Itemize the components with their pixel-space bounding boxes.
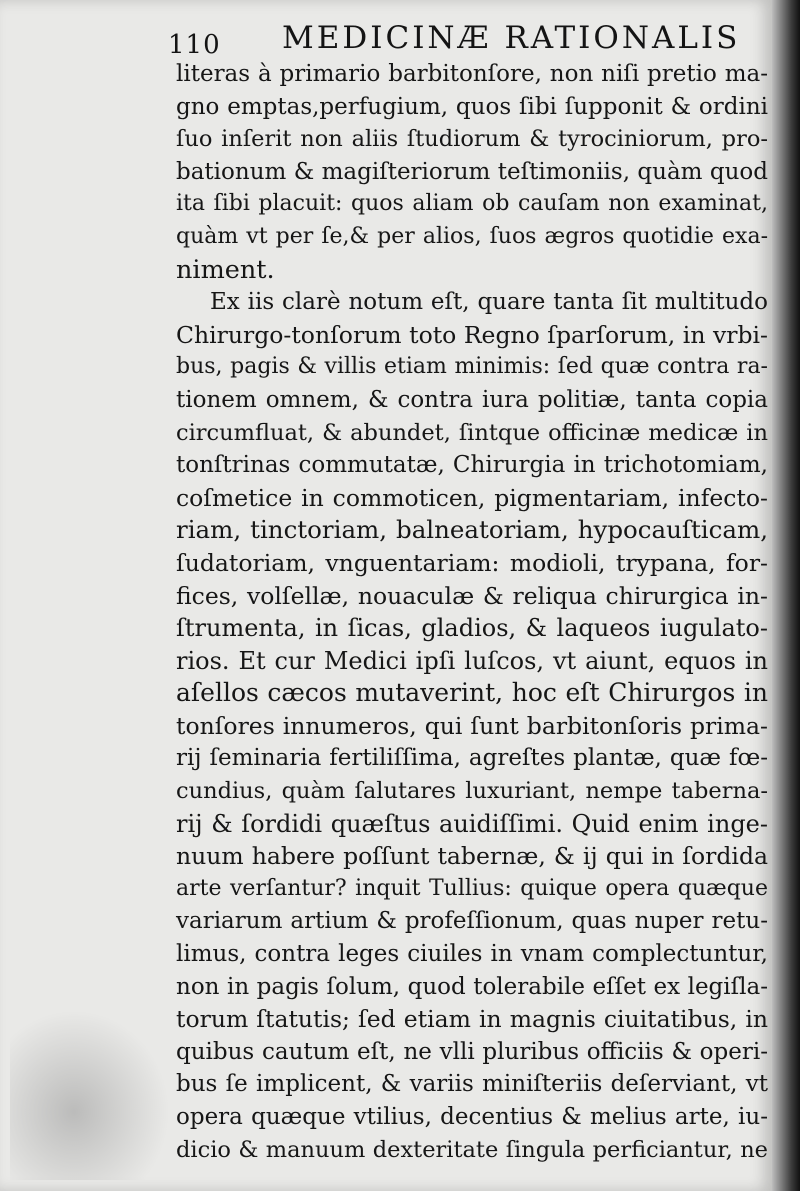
- page-header: [168, 18, 768, 62]
- text-line: tonſtrinas commutatæ, Chirurgia in trichotomiam,: [176, 452, 768, 479]
- text-line: aſellos cæcos mutaverint, hoc eſt Chirurgos in: [176, 678, 768, 708]
- text-line: arte verſantur? inquit Tullius: quique opera quæque: [176, 875, 768, 901]
- text-line: bationum & magiſteriorum teſtimoniis, quàm quod: [176, 158, 768, 185]
- page-number: 110: [168, 30, 221, 60]
- text-line: non in pagis ſolum, quod tolerabile eſſet ex legiſla-: [176, 973, 768, 1000]
- text-line: limus, contra leges ciuiles in vnam complectuntur,: [176, 941, 768, 968]
- paper-stain: [10, 1010, 170, 1180]
- text-line: ita ſibi placuit: quos aliam ob cauſam non examinat,: [176, 191, 768, 217]
- book-binding-shadow: [772, 0, 800, 1191]
- text-line: quibus cautum eſt, ne vlli pluribus officiis & operi-: [176, 1038, 768, 1065]
- text-line: nuum habere poſſunt tabernæ, & ij qui in ſordida: [176, 842, 768, 871]
- text-line: rios. Et cur Medici ipſi luſcos, vt aiunt, equos in: [176, 646, 768, 675]
- text-line: ſuo inſerit non aliis ſtudiorum & tyrociniorum, pro-: [176, 126, 768, 153]
- text-line: dicio & manuum dexteritate ſingula perficiantur, ne: [176, 1136, 768, 1163]
- text-line: ſtrumenta, in ſicas, gladios, & laqueos iugulato-: [176, 614, 768, 643]
- text-line: circumfluat, & abundet, ſintque officinæ medicæ in: [176, 419, 768, 446]
- text-line: bus, pagis & villis etiam minimis: ſed quæ contra ra-: [176, 354, 768, 380]
- text-line: variarum artium & profeſſionum, quas nuper retu-: [176, 908, 768, 935]
- paragraph-first-line: Ex iis clarè notum eſt, quare tanta ſit multitudo: [210, 289, 768, 316]
- text-line: tionem omnem, & contra iura politiæ, tanta copia: [176, 386, 768, 413]
- text-line: rij & ſordidi quæſtus auidiſſimi. Quid enim inge-: [176, 809, 768, 838]
- text-line: opera quæque vtilius, decentius & melius arte, iu-: [176, 1104, 768, 1130]
- text-line: fices, volſellæ, nouaculæ & reliqua chirurgica in-: [176, 581, 768, 610]
- text-line: cundius, quàm ſalutares luxuriant, nempe taberna-: [176, 778, 768, 805]
- text-line: Chirurgo-tonſorum toto Regno ſparſorum, in vrbi-: [176, 320, 768, 349]
- text-line: riam, tinctoriam, balneatoriam, hypocauſticam,: [176, 515, 768, 545]
- text-line: niment.: [176, 254, 275, 285]
- text-line: coſmetice in commoticen, pigmentariam, infecto-: [176, 483, 768, 512]
- text-line: torum ſtatutis; ſed etiam in magnis ciuitatibus, in: [176, 1005, 768, 1034]
- body-text: [176, 58, 768, 1166]
- text-line: rij ſeminaria fertiliſſima, agreſtes plantæ, quæ fœ-: [176, 745, 768, 772]
- text-line: quàm vt per ſe,& per alios, ſuos ægros quotidie exa-: [176, 223, 768, 249]
- text-line: literas à primario barbitonſore, non niſi pretio ma-: [176, 61, 768, 87]
- text-line: ſudatoriam, vnguentariam: modioli, trypana, for-: [176, 548, 768, 577]
- text-line: tonſores innumeros, qui ſunt barbitonſoris prima-: [176, 711, 768, 740]
- text-line: bus ſe implicent, & variis miniſteriis deſerviant, vt: [176, 1071, 768, 1098]
- running-title: MEDICINÆ RATIONALIS: [282, 20, 741, 56]
- text-line: gno emptas,perfugium, quos ſibi ſupponit & ordini: [176, 93, 768, 120]
